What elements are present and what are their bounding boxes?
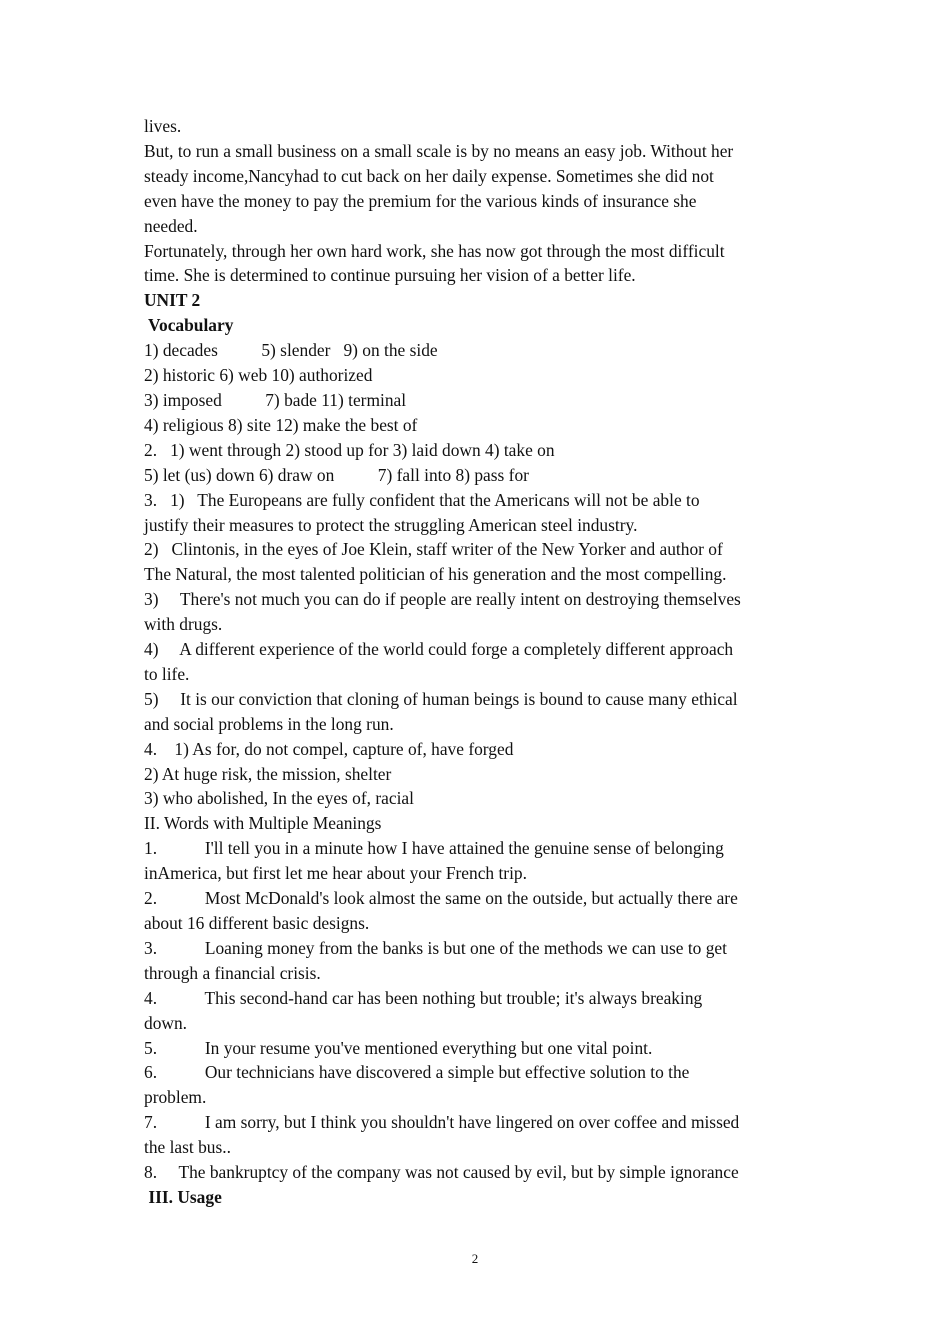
text-line: 1) decades 5) slender 9) on the side (144, 340, 438, 361)
text-line: 5. In your resume you've mentioned everything but one vital point. (144, 1037, 653, 1058)
text-line: inAmerica, but first let me hear about your French trip. (144, 863, 527, 884)
text-line: 2) At huge risk, the mission, shelter (144, 763, 392, 784)
text-line: 5) let (us) down 6) draw on 7) fall into 8) pass for (144, 464, 529, 485)
text-line: to life. (144, 663, 190, 684)
text-line: 4. 1) As for, do not compel, capture of, have forged (144, 738, 514, 759)
text-line: 6. Our technicians have discovered a simple but effective solution to the (144, 1062, 690, 1083)
unit-heading: UNIT 2 (144, 290, 201, 311)
text-line: 4) A different experience of the world could forge a completely different approach (144, 639, 734, 660)
text-line: 3. 1) The Europeans are fully confident that the Americans will not be able to (144, 489, 700, 510)
text-line: problem. (144, 1087, 207, 1108)
section-heading-vocabulary: Vocabulary (144, 315, 234, 336)
text-line: 3) who abolished, In the eyes of, racial (144, 788, 414, 809)
text-line: 3) There's not much you can do if people are really intent on destroying themselves (144, 589, 741, 610)
page-number: 2 (471, 1251, 479, 1266)
text-line: needed. (144, 215, 198, 236)
text-line: 4. This second-hand car has been nothing but trouble; it's always breaking (144, 987, 703, 1008)
text-line: justify their measures to protect the struggling American steel industry. (144, 514, 638, 535)
section-heading-usage: III. Usage (144, 1186, 222, 1207)
text-line: 2) Clintonis, in the eyes of Joe Klein, staff writer of the New Yorker and author of (144, 539, 723, 560)
text-line: time. She is determined to continue pursuing her vision of a better life. (144, 265, 636, 286)
text-line: But, to run a small business on a small scale is by no means an easy job. Without her (144, 140, 734, 161)
text-line: 8. The bankruptcy of the company was not caused by evil, but by simple ignorance (144, 1162, 739, 1183)
text-line: through a financial crisis. (144, 962, 321, 983)
text-line: 5) It is our conviction that cloning of human beings is bound to cause many ethical (144, 688, 738, 709)
text-line: steady income,Nancyhad to cut back on her daily expense. Sometimes she did not (144, 165, 714, 186)
text-line: 3) imposed 7) bade 11) terminal (144, 389, 407, 410)
text-line: 4) religious 8) site 12) make the best of (144, 414, 418, 435)
text-line: 3. Loaning money from the banks is but one of the methods we can use to get (144, 937, 727, 958)
text-line: The Natural, the most talented politician of his generation and the most compelling. (144, 564, 727, 585)
text-line: 7. I am sorry, but I think you shouldn't have lingered on over coffee and missed (144, 1112, 740, 1133)
text-line: down. (144, 1012, 187, 1033)
text-line: with drugs. (144, 614, 223, 635)
text-line: 2. Most McDonald's look almost the same on the outside, but actually there are (144, 888, 738, 909)
text-line: 1. I'll tell you in a minute how I have attained the genuine sense of belonging (144, 838, 724, 859)
text-line: the last bus.. (144, 1137, 231, 1158)
text-line: lives. (144, 116, 182, 136)
text-line: about 16 different basic designs. (144, 913, 370, 933)
text-line: Fortunately, through her own hard work, she has now got through the most difficult (144, 240, 725, 261)
document-body (144, 114, 824, 1210)
text-line: and social problems in the long run. (144, 713, 394, 734)
text-line: 2. 1) went through 2) stood up for 3) laid down 4) take on (144, 439, 555, 460)
text-line: 2) historic 6) web 10) authorized (144, 365, 373, 386)
section-heading-multiple-meanings: II. Words with Multiple Meanings (144, 813, 382, 834)
text-line: even have the money to pay the premium for the various kinds of insurance she (144, 190, 697, 211)
